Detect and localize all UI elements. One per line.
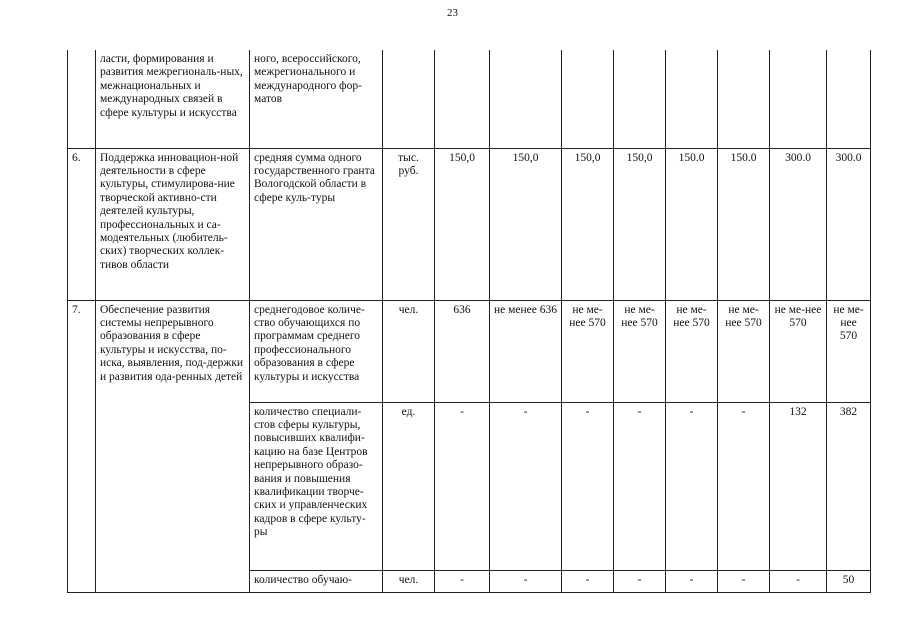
indicators-table (67, 50, 871, 593)
value-cell: - (770, 570, 827, 592)
table-row (68, 50, 871, 148)
value-cell: не менее 636 (490, 300, 562, 402)
value-cell: - (718, 402, 770, 570)
value-cell: 150,0 (562, 148, 614, 300)
value-cell: - (666, 570, 718, 592)
value-cell: - (614, 402, 666, 570)
value-cell: не ме-нее 570 (770, 300, 827, 402)
value-cell: - (490, 402, 562, 570)
value-cell: 150.0 (666, 148, 718, 300)
goal-cell: ласти, формирования и развития межрегиональ-ных, межнациональных и международных связей в сфере культуры и искусства (96, 50, 250, 148)
value-cell (562, 50, 614, 148)
value-cell: 382 (827, 402, 871, 570)
page-number: 23 (447, 7, 458, 19)
value-cell: 132 (770, 402, 827, 570)
row-number (68, 50, 96, 148)
value-cell: не ме-нее 570 (827, 300, 871, 402)
value-cell: - (562, 402, 614, 570)
value-cell (490, 50, 562, 148)
value-cell: - (718, 570, 770, 592)
value-cell (614, 50, 666, 148)
value-cell: не ме-нее 570 (718, 300, 770, 402)
value-cell (435, 50, 490, 148)
row-number: 6. (68, 148, 96, 300)
value-cell: 50 (827, 570, 871, 592)
value-cell: 150,0 (614, 148, 666, 300)
value-cell (718, 50, 770, 148)
value-cell: 150,0 (435, 148, 490, 300)
value-cell: 300.0 (827, 148, 871, 300)
value-cell: - (435, 570, 490, 592)
table-row (68, 300, 871, 402)
table-row (68, 148, 871, 300)
value-cell: 636 (435, 300, 490, 402)
value-cell: 150,0 (490, 148, 562, 300)
value-cell (666, 50, 718, 148)
goal-cell: Поддержка инновацион-ной деятельности в сфере культуры, стимулирова-ние творческой активно-сти деятелей культуры, профессиональных и са-модеятельных (любитель-ских) творческих коллек-тивов области (96, 148, 250, 300)
value-cell: - (614, 570, 666, 592)
value-cell: - (490, 570, 562, 592)
unit-cell: чел. (383, 300, 435, 402)
value-cell: - (666, 402, 718, 570)
unit-cell (383, 50, 435, 148)
value-cell: - (562, 570, 614, 592)
value-cell (827, 50, 871, 148)
value-cell: 300.0 (770, 148, 827, 300)
value-cell: 150.0 (718, 148, 770, 300)
row-number: 7. (68, 300, 96, 592)
indicator-cell: ного, всероссийского, межрегионального и международного фор-матов (250, 50, 383, 148)
unit-cell: чел. (383, 570, 435, 592)
unit-cell: тыс. руб. (383, 148, 435, 300)
goal-cell: Обеспечение развития системы непрерывного образования в сфере культуры и искусства, по-иска, выявления, под-держки и развития ода-ренных детей (96, 300, 250, 592)
indicator-cell: среднегодовое количе-ство обучающихся по программам среднего профессионального образования в сфере культуры и искусства (250, 300, 383, 402)
indicator-cell: средняя сумма одного государственного гранта Вологодской области в сфере куль-туры (250, 148, 383, 300)
value-cell: не ме-нее 570 (614, 300, 666, 402)
value-cell: не ме-нее 570 (562, 300, 614, 402)
value-cell: - (435, 402, 490, 570)
indicator-cell: количество обучаю- (250, 570, 383, 592)
indicator-cell: количество специали-стов сферы культуры, повысивших квалифи-кацию на базе Центров непрерывного образо-вания и повышения квалификации творче-ских и управленческих кадров в сфере культу-ры (250, 402, 383, 570)
value-cell: не ме-нее 570 (666, 300, 718, 402)
unit-cell: ед. (383, 402, 435, 570)
value-cell (770, 50, 827, 148)
